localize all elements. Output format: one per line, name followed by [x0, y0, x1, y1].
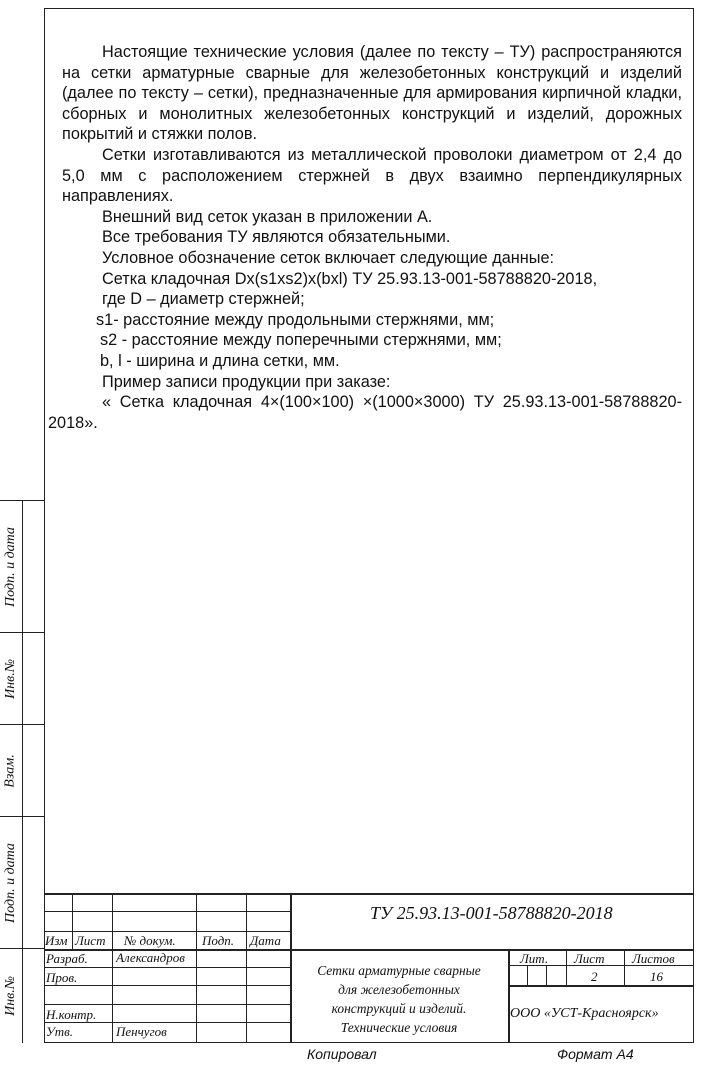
sheet-number: 2 [591, 969, 598, 984]
product-name-line: Технические условия [340, 1020, 458, 1035]
side-label: Взам. [3, 753, 19, 788]
role-norm-control: Н.контр. [46, 1007, 97, 1022]
side-cell-inv-1 [0, 632, 44, 724]
header-izm: Изм [45, 933, 68, 948]
paragraph-requirements: Все требования ТУ являются обязательными. [102, 228, 451, 247]
header-list: Лист [75, 933, 106, 948]
product-name-line: конструкций и изделий. [331, 1001, 467, 1016]
paragraph-example-title: Пример записи продукции при заказе: [102, 372, 391, 391]
side-cell-signature-2 [0, 816, 44, 948]
sheets-total: 16 [650, 969, 663, 984]
header-doc-number: № докум. [124, 933, 176, 948]
role-checker: Пров. [46, 970, 78, 985]
product-name [292, 961, 506, 1037]
side-label: Подп. и дата [3, 526, 18, 607]
paragraph-d-def: где D – диаметр стержней; [102, 290, 305, 309]
header-date: Дата [250, 933, 281, 948]
paragraph-example: « Сетка кладочная 4×(100×100) ×(1000×3000) ТУ 25.93.13-001-58788820-2018». [48, 393, 682, 432]
paragraph-formula: Сетка кладочная Dx(s1xs2)x(bxl) ТУ 25.93.13-001-58788820-2018, [102, 269, 598, 288]
paragraph-material: Сетки изготавливаются из металлической проволоки диаметром от 2,4 до 5,0 мм с расположением стержней в двух взаимно перпендикулярных направлениях. [62, 145, 682, 206]
side-cell-replace [0, 724, 44, 816]
header-signature: Подп. [202, 933, 235, 948]
side-cell-signature-1 [0, 500, 44, 632]
paragraph-s1-def: s1- расстояние между продольными стержнями, мм; [96, 310, 495, 329]
side-cell-inv-2 [0, 948, 44, 1043]
paragraph-bl-def: b, l - ширина и длина сетки, мм. [100, 351, 340, 370]
paragraph-scope: Настоящие технические условия (далее по тексту – ТУ) распространяются на сетки арматурные сварные для железобетонных конструкций и изделий (далее по тексту – сетки), предназначенные для армирования кирпичной кладки, сборных и монолитных железобетонных конструкций и изделий, дорожных покрытий и стяжки полов. [62, 43, 682, 144]
paragraph-appearance: Внешний вид сеток указан в приложении А. [102, 207, 433, 226]
name-approver: Пенчугов [116, 1024, 167, 1039]
lit-label: Лит. [520, 951, 549, 966]
side-label: Инв.№ [3, 658, 18, 699]
title-block [44, 893, 694, 1043]
paragraph-designation: Условное обозначение сеток включает следующие данные: [102, 248, 555, 267]
document-code: ТУ 25.93.13-001-58788820-2018 [370, 903, 613, 923]
sheet-label: Лист [574, 951, 605, 966]
role-approver: Утв. [46, 1024, 74, 1039]
side-label: Подп. и дата [3, 842, 18, 923]
company-name: ООО «УСТ-Красноярск» [510, 1006, 659, 1021]
name-developer: Александров [116, 950, 185, 965]
product-name-line: для железобетонных [338, 982, 460, 997]
side-stamp-strip [0, 500, 44, 1043]
footer-copied: Копировал [307, 1046, 377, 1062]
product-name-line: Сетки арматурные сварные [317, 963, 481, 978]
role-developer: Разраб. [46, 951, 88, 966]
footer-format: Формат А4 [557, 1046, 634, 1062]
paragraph-s2-def: s2 - расстояние между поперечными стержнями, мм; [100, 331, 502, 350]
sheets-label: Листов [632, 951, 675, 966]
side-label: Инв.№ [3, 976, 18, 1016]
document-body [48, 42, 682, 433]
